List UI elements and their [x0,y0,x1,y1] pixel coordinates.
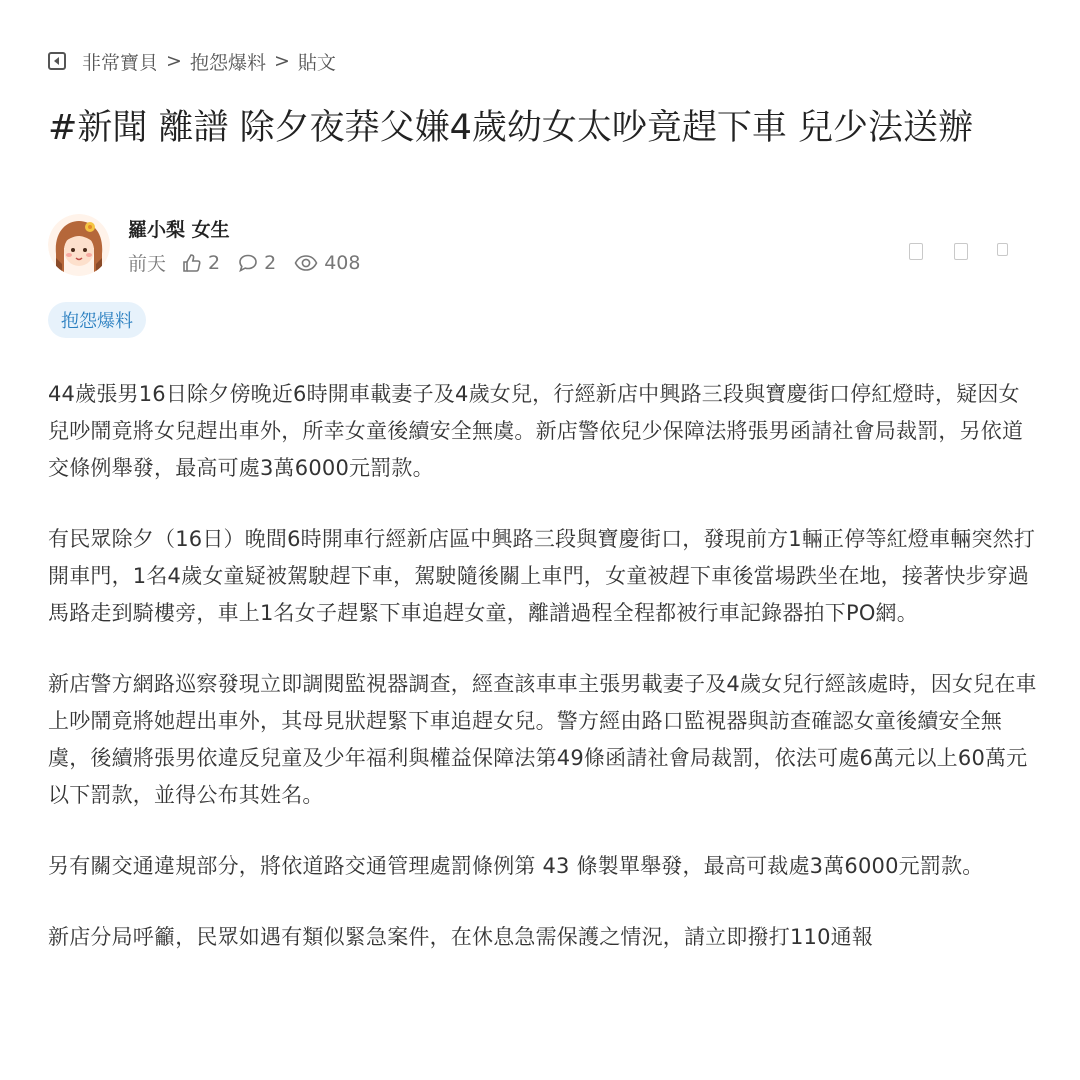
views-group [294,252,360,274]
board-tag[interactable]: 抱怨爆料 [48,302,146,338]
breadcrumb-separator: > [273,50,290,72]
view-count: 408 [324,251,361,274]
post-paragraph: 44歲張男16日除夕傍晚近6時開車載妻子及4歲女兒，行經新店中興路三段與寶慶街口停紅燈時，疑因女兒吵鬧竟將女兒趕出車外，所幸女童後續安全無虞。新店警依兒少保障法將張男函請社會局裁罰，另依道交條例舉發，最高可處3萬6000元罰款。 [48,382,1024,480]
bookmark-icon[interactable] [954,243,968,260]
post-time-group [128,249,166,276]
post-time: 前天 [128,253,167,275]
eye-icon [294,253,318,273]
author-name[interactable]: 羅小梨 女生 [128,219,230,241]
like-group[interactable] [182,252,220,274]
thumbs-up-icon[interactable] [182,253,202,273]
post-paragraph: 另有關交通違規部分，將依道路交通管理處罰條例第 43 條製單舉發，最高可裁處3萬6000元罰款。 [48,854,984,878]
post-title: #新聞 離譜 除夕夜莽父嫌4歲幼女太吵竟趕下車 兒少法送辦 [48,108,973,148]
breadcrumb-item-forum[interactable]: 非常寶貝 [82,51,159,74]
breadcrumb-item-board[interactable]: 抱怨爆料 [189,51,266,74]
breadcrumb [48,47,336,75]
post-meta [128,249,378,276]
post-paragraph: 新店分局呼籲，民眾如遇有類似緊急案件，在休息急需保護之情況，請立即撥打110通報 [48,925,874,949]
author-avatar[interactable] [48,214,110,276]
breadcrumb-item-current: 貼文 [297,51,336,74]
comment-count: 2 [264,251,277,274]
comment-bubble-icon[interactable] [238,253,258,273]
like-count: 2 [208,251,221,274]
share-icon[interactable] [909,243,923,260]
post-paragraph: 有民眾除夕（16日）晚間6時開車行經新店區中興路三段與寶慶街口，發現前方1輛正停等紅燈車輛突然打開車門，1名4歲女童疑被駕駛趕下車，駕駛隨後關上車門，女童被趕下車後當場跌坐在地，接著快步穿過馬路走到騎樓旁，車上1名女子趕緊下車追趕女童，離譜過程全程都被行車記錄器拍下PO網。 [48,527,1036,625]
post-paragraph: 新店警方網路巡察發現立即調閱監視器調查，經查該車車主張男載妻子及4歲女兒行經該處時，因女兒在車上吵鬧竟將她趕出車外，其母見狀趕緊下車追趕女兒。警方經由路口監視器與訪查確認女童後續安全無虞，後續將張男依違反兒童及少年福利與權益保障法第49條函請社會局裁罰，依法可處6萬元以上60萬元以下罰款，並得公布其姓名。 [48,672,1037,807]
back-arrow-icon[interactable] [48,52,66,70]
post-body [48,376,1038,990]
comment-group[interactable] [238,252,276,274]
breadcrumb-separator: > [166,50,182,72]
more-options-icon[interactable] [997,243,1008,256]
